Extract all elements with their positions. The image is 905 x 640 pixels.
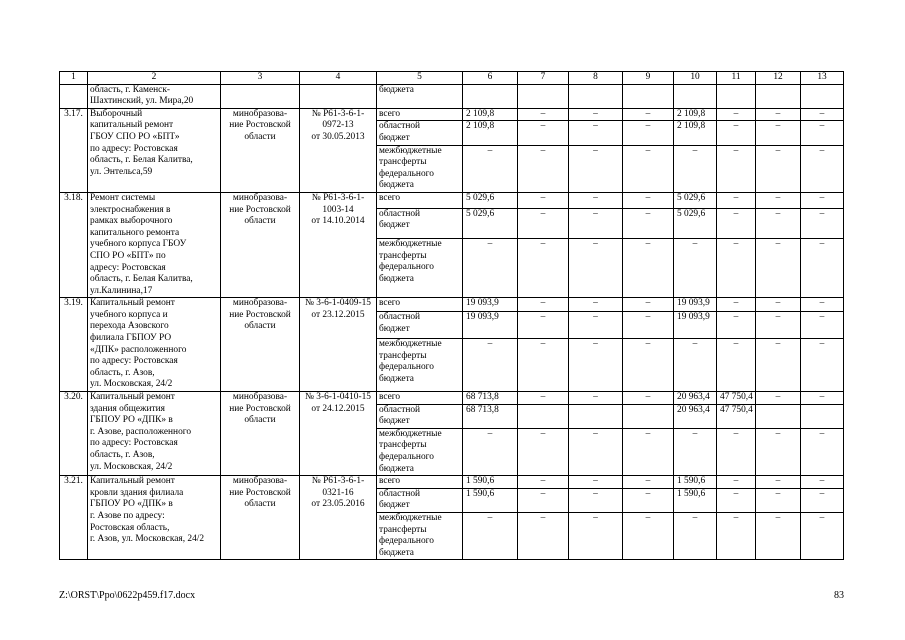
value-cell: – <box>623 192 674 208</box>
value-cell: – <box>717 512 756 559</box>
value-cell: 20 963,4 <box>674 392 717 405</box>
value-cell: – <box>801 238 844 297</box>
category-cell: межбюджетные трансферты федерального бюджета <box>377 238 463 297</box>
value-cell: – <box>518 208 569 238</box>
table-row <box>60 192 844 208</box>
header-cell: 3 <box>221 72 300 85</box>
row-number-cell: 3.17. <box>60 108 88 192</box>
value-cell: – <box>569 488 623 512</box>
category-cell: межбюджетные трансферты федерального бюджета <box>377 145 463 192</box>
value-cell: 5 029,6 <box>463 208 518 238</box>
value-cell: – <box>756 488 801 512</box>
value-cell: – <box>623 392 674 405</box>
category-cell: областной бюджет <box>377 488 463 512</box>
value-cell: – <box>674 339 717 392</box>
row-number-cell: 3.20. <box>60 392 88 476</box>
object-cell: Выборочный капитальный ремонт ГБОУ СПО РО «БПТ» по адресу: Ростовская область, г. Белая Калитва, ул. Энтельса,59 <box>88 108 221 192</box>
category-cell: межбюджетные трансферты федерального бюджета <box>377 512 463 559</box>
value-cell: – <box>756 392 801 405</box>
value-cell: – <box>756 121 801 145</box>
value-cell: – <box>463 512 518 559</box>
value-cell: – <box>756 339 801 392</box>
value-cell: 47 750,4 <box>717 392 756 405</box>
object-cell: Капитальный ремонт здания общежития ГБПОУ РО «ДПК» в г. Азове, расположенного по адресу: Ростовская область, г. Азов, ул. Московская, 24/2 <box>88 392 221 476</box>
document-cell: № Р61-3-6-1- 1003-14 от 14.10.2014 <box>300 192 377 297</box>
document-cell: № 3-6-1-0409-15 от 23.12.2015 <box>300 298 377 392</box>
value-cell <box>717 84 756 108</box>
value-cell: – <box>569 108 623 121</box>
agency-cell: минобразова- ние Ростовской области <box>221 108 300 192</box>
value-cell: – <box>463 339 518 392</box>
category-cell: областной бюджет <box>377 208 463 238</box>
value-cell: – <box>569 428 623 475</box>
document-cell: № Р61-3-6-1- 0321-16 от 23.05.2016 <box>300 476 377 560</box>
value-cell: – <box>623 121 674 145</box>
value-cell <box>569 404 623 428</box>
value-cell: – <box>623 298 674 312</box>
value-cell: – <box>801 298 844 312</box>
value-cell: – <box>717 108 756 121</box>
value-cell: – <box>569 512 623 559</box>
value-cell <box>518 84 569 108</box>
table-row <box>60 476 844 489</box>
value-cell: – <box>569 339 623 392</box>
header-cell: 1 <box>60 72 88 85</box>
header-cell: 4 <box>300 72 377 85</box>
program-table <box>59 71 844 560</box>
value-cell: – <box>756 208 801 238</box>
value-cell: 19 093,9 <box>463 312 518 339</box>
value-cell: – <box>623 238 674 297</box>
value-cell: – <box>674 512 717 559</box>
value-cell: – <box>717 238 756 297</box>
value-cell <box>569 84 623 108</box>
object-cell: область, г. Каменск- Шахтинский, ул. Мира,20 <box>88 84 221 108</box>
value-cell: – <box>623 312 674 339</box>
value-cell <box>623 84 674 108</box>
category-cell: областной бюджет <box>377 404 463 428</box>
header-cell: 6 <box>463 72 518 85</box>
value-cell: – <box>756 512 801 559</box>
value-cell: – <box>518 192 569 208</box>
value-cell: – <box>569 298 623 312</box>
value-cell: – <box>569 312 623 339</box>
table-row <box>60 298 844 312</box>
value-cell: – <box>801 428 844 475</box>
value-cell: – <box>801 121 844 145</box>
value-cell: – <box>623 476 674 489</box>
header-cell: 8 <box>569 72 623 85</box>
value-cell: 19 093,9 <box>674 298 717 312</box>
value-cell: – <box>518 488 569 512</box>
header-cell: 7 <box>518 72 569 85</box>
value-cell: – <box>518 312 569 339</box>
value-cell: 1 590,6 <box>674 488 717 512</box>
value-cell: 68 713,8 <box>463 404 518 428</box>
value-cell: – <box>717 339 756 392</box>
category-cell: межбюджетные трансферты федерального бюджета <box>377 428 463 475</box>
value-cell: – <box>518 145 569 192</box>
continuation-row <box>60 84 844 108</box>
value-cell: – <box>801 145 844 192</box>
value-cell: 20 963,4 <box>674 404 717 428</box>
object-cell: Капитальный ремонт учебного корпуса и перехода Азовского филиала ГБПОУ РО «ДПК» расположенного по адресу: Ростовская область, г. Азов, ул. Московская, 24/2 <box>88 298 221 392</box>
value-cell: – <box>674 238 717 297</box>
value-cell: – <box>801 339 844 392</box>
header-cell: 5 <box>377 72 463 85</box>
value-cell: – <box>463 145 518 192</box>
document-cell: № Р61-3-6-1- 0972-13 от 30.05.2013 <box>300 108 377 192</box>
value-cell: – <box>623 145 674 192</box>
object-cell: Капитальный ремонт кровли здания филиала ГБПОУ РО «ДПК» в г. Азове по адресу: Ростовская область, г. Азов, ул. Московская, 24/2 <box>88 476 221 560</box>
value-cell: 2 109,8 <box>674 108 717 121</box>
object-cell: Ремонт системы электроснабжения в рамках выборочного капитального ремонта учебного корпуса ГБОУ СПО РО «БПТ» по адресу: Ростовская область, г. Белая Калитва, ул.Калинина,17 <box>88 192 221 297</box>
value-cell: 5 029,6 <box>463 192 518 208</box>
header-cell: 11 <box>717 72 756 85</box>
agency-cell: минобразова- ние Ростовской области <box>221 192 300 297</box>
value-cell: – <box>518 121 569 145</box>
value-cell <box>463 84 518 108</box>
value-cell: 19 093,9 <box>674 312 717 339</box>
value-cell: – <box>756 192 801 208</box>
value-cell: 19 093,9 <box>463 298 518 312</box>
value-cell: – <box>674 428 717 475</box>
header-cell: 13 <box>801 72 844 85</box>
category-cell: областной бюджет <box>377 121 463 145</box>
table-row <box>60 392 844 405</box>
category-cell: всего <box>377 392 463 405</box>
value-cell: 5 029,6 <box>674 192 717 208</box>
row-number-cell: 3.19. <box>60 298 88 392</box>
category-cell: всего <box>377 108 463 121</box>
value-cell: – <box>717 208 756 238</box>
value-cell: – <box>623 208 674 238</box>
category-cell: всего <box>377 476 463 489</box>
value-cell <box>801 404 844 428</box>
value-cell: – <box>756 428 801 475</box>
value-cell: – <box>801 312 844 339</box>
value-cell: – <box>569 145 623 192</box>
value-cell: 1 590,6 <box>463 488 518 512</box>
value-cell: 47 750,4 <box>717 404 756 428</box>
category-cell: всего <box>377 192 463 208</box>
header-cell: 2 <box>88 72 221 85</box>
value-cell: 2 109,8 <box>463 121 518 145</box>
value-cell: – <box>801 192 844 208</box>
value-cell <box>518 404 569 428</box>
footer-page-number: 83 <box>834 590 844 601</box>
value-cell: – <box>801 512 844 559</box>
category-cell: областной бюджет <box>377 312 463 339</box>
value-cell: – <box>717 428 756 475</box>
value-cell: 5 029,6 <box>674 208 717 238</box>
row-number-cell <box>60 84 88 108</box>
value-cell: – <box>518 512 569 559</box>
header-cell: 9 <box>623 72 674 85</box>
value-cell: – <box>756 476 801 489</box>
document-cell <box>300 84 377 108</box>
category-cell: межбюджетные трансферты федерального бюджета <box>377 339 463 392</box>
value-cell <box>756 404 801 428</box>
value-cell: – <box>518 298 569 312</box>
agency-cell: минобразова- ние Ростовской области <box>221 392 300 476</box>
value-cell: – <box>756 145 801 192</box>
agency-cell: минобразова- ние Ростовской области <box>221 476 300 560</box>
value-cell: – <box>756 108 801 121</box>
value-cell: 1 590,6 <box>674 476 717 489</box>
value-cell: – <box>717 298 756 312</box>
value-cell: – <box>518 238 569 297</box>
value-cell: – <box>623 339 674 392</box>
value-cell: – <box>801 392 844 405</box>
value-cell: – <box>717 476 756 489</box>
category-cell: всего <box>377 298 463 312</box>
value-cell: – <box>801 488 844 512</box>
value-cell: – <box>569 121 623 145</box>
value-cell: – <box>569 238 623 297</box>
value-cell <box>801 84 844 108</box>
value-cell: – <box>518 339 569 392</box>
value-cell: – <box>717 312 756 339</box>
footer-file-path: Z:\ORST\Ppo\0622p459.f17.docx <box>59 590 196 601</box>
value-cell: – <box>623 108 674 121</box>
value-cell <box>623 404 674 428</box>
value-cell: – <box>518 108 569 121</box>
agency-cell: минобразова- ние Ростовской области <box>221 298 300 392</box>
category-cell: бюджета <box>377 84 463 108</box>
value-cell: – <box>717 121 756 145</box>
header-cell: 12 <box>756 72 801 85</box>
value-cell: – <box>756 238 801 297</box>
value-cell: – <box>717 488 756 512</box>
value-cell: – <box>717 192 756 208</box>
value-cell: – <box>569 208 623 238</box>
value-cell: – <box>756 298 801 312</box>
table-row <box>60 108 844 121</box>
value-cell: – <box>674 145 717 192</box>
value-cell: – <box>717 145 756 192</box>
value-cell: – <box>756 312 801 339</box>
row-number-cell: 3.21. <box>60 476 88 560</box>
header-row <box>60 72 844 85</box>
value-cell: – <box>518 428 569 475</box>
agency-cell <box>221 84 300 108</box>
value-cell: – <box>518 392 569 405</box>
header-cell: 10 <box>674 72 717 85</box>
value-cell: – <box>801 108 844 121</box>
value-cell <box>756 84 801 108</box>
value-cell: 1 590,6 <box>463 476 518 489</box>
value-cell: – <box>569 392 623 405</box>
value-cell: – <box>623 512 674 559</box>
value-cell: – <box>801 208 844 238</box>
value-cell: 2 109,8 <box>463 108 518 121</box>
value-cell: – <box>518 476 569 489</box>
value-cell: – <box>463 238 518 297</box>
value-cell: – <box>569 476 623 489</box>
value-cell <box>674 84 717 108</box>
value-cell: – <box>463 428 518 475</box>
document-cell: № 3-6-1-0410-15 от 24.12.2015 <box>300 392 377 476</box>
value-cell: 68 713,8 <box>463 392 518 405</box>
value-cell: – <box>623 428 674 475</box>
value-cell: – <box>801 476 844 489</box>
value-cell: – <box>623 488 674 512</box>
row-number-cell: 3.18. <box>60 192 88 297</box>
value-cell: 2 109,8 <box>674 121 717 145</box>
value-cell: – <box>569 192 623 208</box>
